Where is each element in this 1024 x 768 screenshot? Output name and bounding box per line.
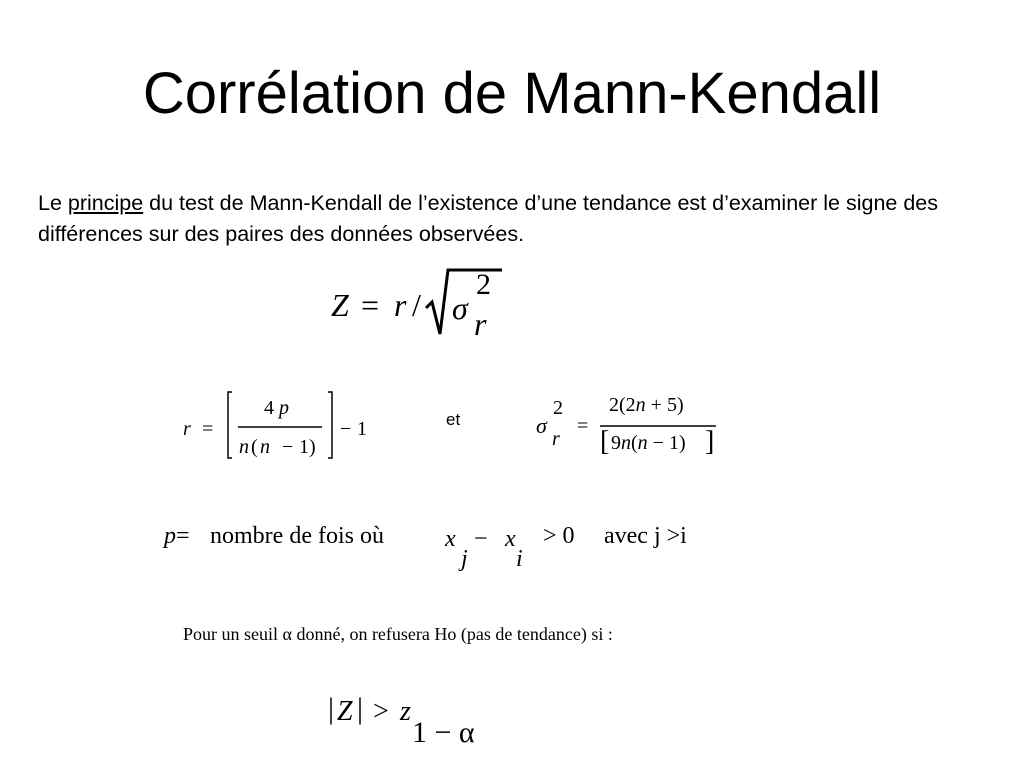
threshold-suffix: donné, on refusera Ho (pas de tendance) si : xyxy=(291,624,613,644)
r-equals: = xyxy=(202,418,214,440)
var-sigma: σ xyxy=(536,413,547,438)
r-lhs: r xyxy=(183,418,191,440)
z-sigma-sup: 2 xyxy=(476,268,491,301)
z-lhs: Z xyxy=(331,287,349,323)
var-den-bracket-open: [ xyxy=(600,426,610,457)
var-equals: = xyxy=(577,415,589,437)
r-num-coef: 4 xyxy=(264,397,274,419)
threshold-prefix: Pour un seuil xyxy=(183,624,283,644)
alpha-symbol: α xyxy=(282,624,292,644)
p-equals: = xyxy=(176,523,190,549)
r-den-paren-open: ( xyxy=(251,436,258,458)
rej-z-upper: Z xyxy=(337,696,353,727)
intro-lead: Le xyxy=(38,191,68,215)
p-x2: x xyxy=(505,526,516,552)
r-den-paren-close: ) xyxy=(309,436,316,458)
z-sigma-sub: r xyxy=(474,306,487,342)
connector-et: et xyxy=(446,410,461,429)
p-x1: x xyxy=(445,526,456,552)
intro-link-principe: principe xyxy=(67,191,144,215)
p-sub-i: i xyxy=(516,546,523,572)
p-minus: − xyxy=(474,526,488,552)
var-den-bracket-close: ] xyxy=(705,426,715,457)
var-num-tail: + 5) xyxy=(645,394,684,416)
p-var: p xyxy=(164,523,176,549)
r-num-var: p xyxy=(279,397,289,419)
rej-subscript: 1 − α xyxy=(412,716,475,749)
var-fraction-bar xyxy=(600,424,718,428)
var-den-nine: 9 xyxy=(611,432,621,454)
z-equals: = xyxy=(361,287,380,323)
rej-gt: > xyxy=(373,696,389,727)
var-den-n2: n xyxy=(637,432,648,454)
p-sub-j: j xyxy=(461,546,468,572)
z-r: r xyxy=(394,287,407,323)
r-den-n2: n xyxy=(260,436,270,458)
r-minus: − xyxy=(340,418,352,440)
p-gt-zero: > 0 xyxy=(543,523,575,549)
z-sigma: σ xyxy=(452,290,468,326)
r-one: 1 xyxy=(357,418,367,440)
p-text: nombre de fois où xyxy=(210,523,384,549)
var-denominator xyxy=(611,432,686,455)
var-den-n: n xyxy=(621,432,631,454)
rej-bar-left: | xyxy=(328,692,335,725)
var-num-n: n xyxy=(635,394,646,416)
intro-rest: du test de Mann-Kendall de l’existence d’une tendance est d’examiner le signe des différences sur des paires des données observées. xyxy=(38,191,938,246)
r-den-one: 1 xyxy=(299,436,309,458)
slide-title: Corrélation de Mann-Kendall xyxy=(142,61,882,126)
rej-bar-right: | xyxy=(357,692,364,725)
var-numerator xyxy=(609,394,684,417)
r-den-minus: − xyxy=(282,436,294,458)
var-den-paren: ( xyxy=(631,432,638,454)
var-sigma-sup: 2 xyxy=(553,397,563,419)
rej-z-lower: z xyxy=(400,696,411,727)
threshold-sentence xyxy=(183,624,613,645)
intro-paragraph xyxy=(38,188,1008,250)
var-den-tail: − 1) xyxy=(647,432,686,454)
z-slash: / xyxy=(412,287,421,323)
r-den-n: n xyxy=(239,436,249,458)
p-condition: avec j >i xyxy=(604,523,687,549)
var-sigma-sub: r xyxy=(552,428,560,450)
var-num-head: 2(2 xyxy=(609,394,636,416)
